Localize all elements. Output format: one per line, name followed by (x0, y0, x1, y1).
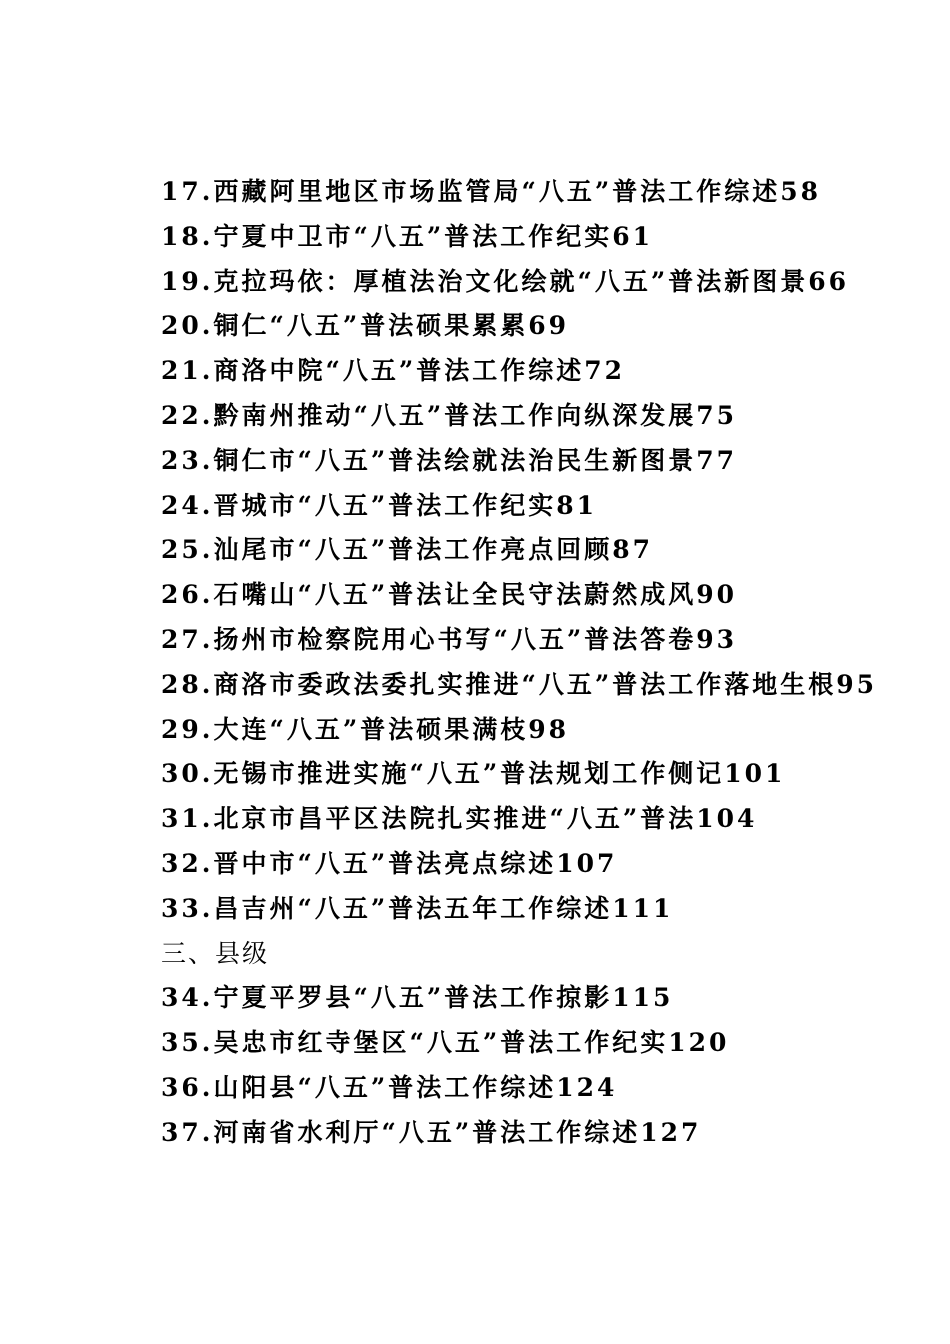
toc-entry-22: 22.黔南州推动“八五”普法工作向纵深发展75 (161, 400, 738, 430)
toc-entry-20: 20.铜仁“八五”普法硕果累累69 (161, 311, 570, 341)
toc-entry-34: 34.宁夏平罗县“八五”普法工作掠影115 (161, 983, 674, 1013)
toc-entry-17: 17.西藏阿里地区市场监管局“八五”普法工作综述58 (161, 177, 822, 206)
toc-entry-24: 24.晋城市“八五”普法工作纪实81 (161, 490, 598, 520)
toc-entry-25: 25.汕尾市“八五”普法工作亮点回顾87 (161, 535, 654, 565)
toc-entry-26: 26.石嘴山“八五”普法让全民守法蔚然成风90 (161, 580, 738, 610)
toc-entry-31: 31.北京市昌平区法院扎实推进“八五”普法104 (161, 804, 758, 834)
toc-entry-37: 37.河南省水利厅“八五”普法工作综述127 (161, 1117, 702, 1147)
toc-entry-30: 30.无锡市推进实施“八五”普法规划工作侧记101 (161, 759, 786, 789)
toc-entry-33: 33.昌吉州“八五”普法五年工作综述111 (161, 893, 674, 923)
toc-entry-21: 21.商洛中院“八五”普法工作综述72 (161, 356, 626, 386)
toc-entry-32: 32.晋中市“八五”普法亮点综述107 (161, 848, 618, 878)
toc-entry-28: 28.商洛市委政法委扎实推进“八五”普法工作落地生根95 (161, 669, 878, 699)
toc-entry-19: 19.克拉玛依：厚植法治文化绘就“八五”普法新图景66 (161, 266, 850, 296)
table-of-contents (161, 170, 881, 1156)
toc-entry-35: 35.吴忠市红寺堡区“八五”普法工作纪实120 (161, 1028, 730, 1058)
section-heading-county: 三、县级 (161, 938, 270, 968)
toc-entry-36: 36.山阳县“八五”普法工作综述124 (161, 1072, 618, 1102)
toc-entry-29: 29.大连“八五”普法硕果满枝98 (161, 714, 570, 744)
toc-entry-18: 18.宁夏中卫市“八五”普法工作纪实61 (161, 221, 654, 251)
toc-entry-27: 27.扬州市检察院用心书写“八五”普法答卷93 (161, 624, 738, 654)
toc-entry-23: 23.铜仁市“八五”普法绘就法治民生新图景77 (161, 445, 738, 475)
